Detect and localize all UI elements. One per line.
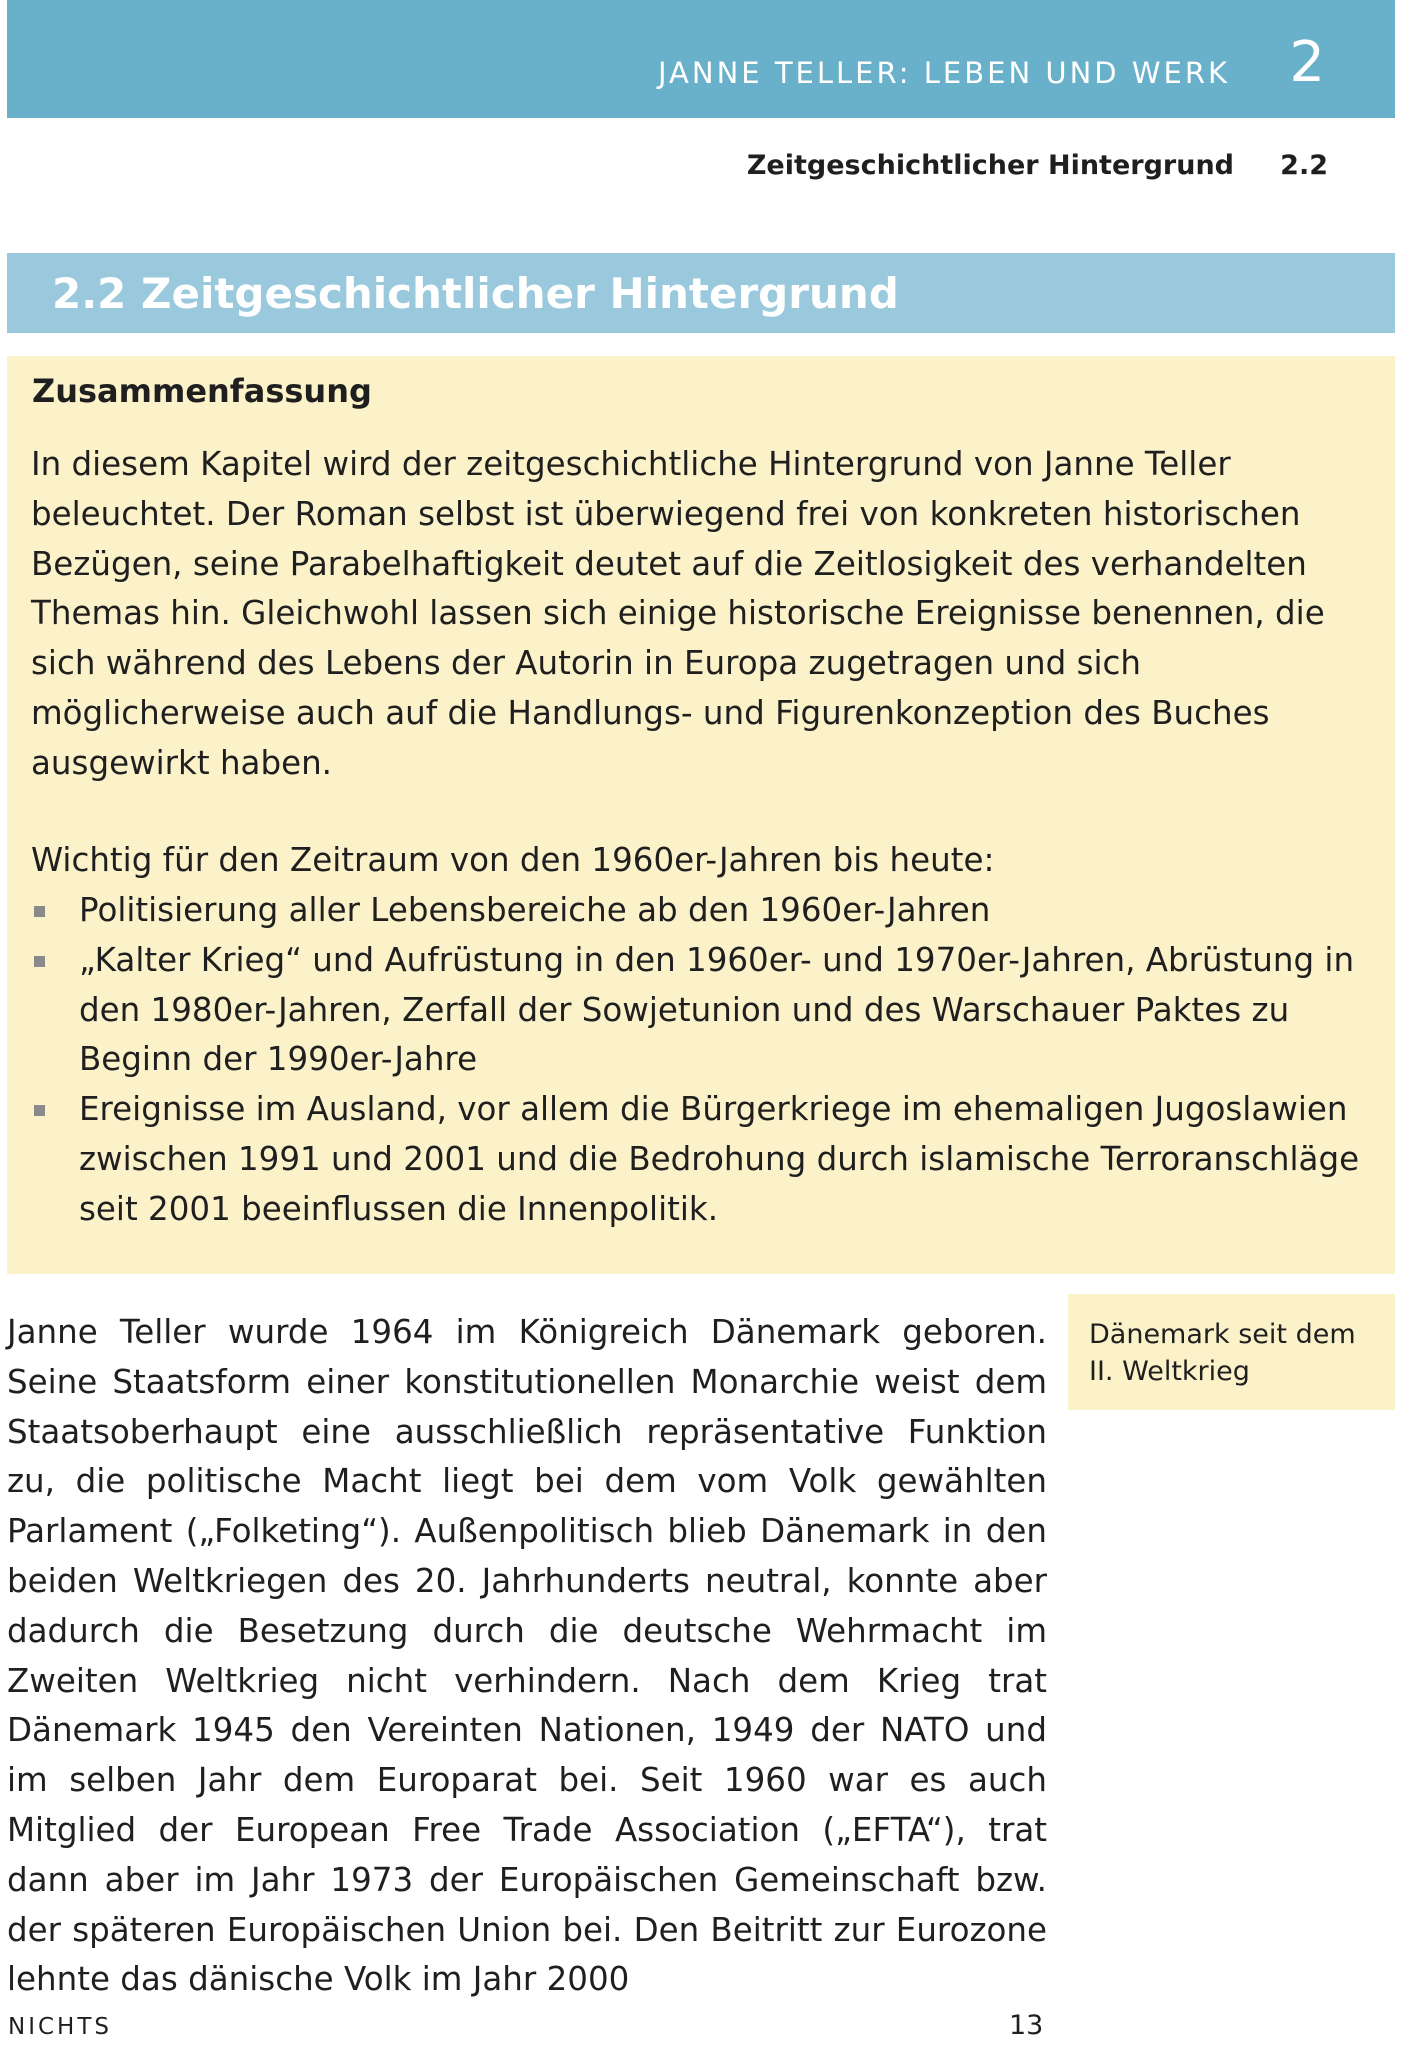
- list-item-text: „Kalter Krieg“ und Aufrüstung in den 1960er- und 1970er-Jahren, Abrüstung in den 1980er-Jahren, Zerfall der Sowjetunion und des Warschauer Paktes zu Beginn der 1990er-Jahre: [79, 940, 1355, 1079]
- list-item: [31, 886, 1371, 936]
- section-heading-band: [7, 253, 1395, 333]
- running-title: Zeitgeschichtlicher Hintergrund: [746, 150, 1234, 181]
- bullet-list: [31, 886, 1371, 1235]
- list-item-text: Politisierung aller Lebensbereiche ab den 1960er-Jahren: [79, 891, 991, 929]
- summary-box: [7, 356, 1395, 1274]
- summary-heading: Zusammenfassung: [32, 372, 372, 410]
- chapter-title: JANNE TELLER: LEBEN UND WERK: [658, 56, 1230, 90]
- list-item-text: Ereignisse im Ausland, vor allem die Bürgerkriege im ehemaligen Jugoslawien zwischen 1991 und 2001 und die Bedrohung durch islamische Terroranschläge seit 2001 beeinflussen die Innenpolitik.: [79, 1090, 1360, 1228]
- square-bullet-icon: [34, 1105, 45, 1116]
- margin-note: [1068, 1294, 1395, 1410]
- running-section-number: 2.2: [1280, 150, 1328, 181]
- page-number: 13: [1009, 2010, 1044, 2041]
- chapter-header-band: [7, 0, 1395, 118]
- section-number: 2.2: [52, 269, 127, 318]
- square-bullet-icon: [34, 906, 45, 917]
- body-paragraph: Janne Teller wurde 1964 im Königreich Dänemark geboren. Seine Staatsform einer konstitutionellen Monarchie weist dem Staatsoberhaupt eine ausschließlich repräsentative Funktion zu, die politische Macht liegt bei dem vom Volk gewählten Parlament („Folketing“). Außenpolitisch blieb Dänemark in den beiden Weltkriegen des 20. Jahrhunderts neutral, konnte aber dadurch die Besetzung durch die deutsche Wehrmacht im Zweiten Weltkrieg nicht verhindern. Nach dem Krieg trat Dänemark 1945 den Vereinten Nationen, 1949 der NATO und im selben Jahr dem Europarat bei. Seit 1960 war es auch Mitglied der European Free Trade Association („EFTA“), trat dann aber im Jahr 1973 der Europäischen Gemeinschaft bzw. der späteren Europäischen Union bei. Den Beitritt zur Eurozone lehnte das dänische Volk im Jahr 2000: [7, 1313, 1047, 1999]
- summary-text: In diesem Kapitel wird der zeitgeschichtliche Hintergrund von Janne Teller beleuchtet. Der Roman selbst ist überwiegend frei von konkreten historischen Bezügen, seine Parabelhaftigkeit deutet auf die Zeitlosigkeit des verhandelten Themas hin. Gleichwohl lassen sich einige historische Ereignisse benennen, die sich während des Lebens der Autorin in Europa zugetragen und sich möglicherweise auch auf die Handlungs- und Figurenkonzeption des Buches ausgewirkt haben.: [31, 445, 1325, 782]
- section-title: Zeitgeschichtlicher Hintergrund: [141, 269, 899, 318]
- chapter-number: 2: [1289, 30, 1325, 95]
- square-bullet-icon: [34, 956, 45, 967]
- footer-book-title: NICHTS: [8, 2014, 112, 2040]
- list-item: [31, 1085, 1371, 1234]
- list-item: [31, 936, 1371, 1085]
- margin-note-text: Dänemark seit dem II. Weltkrieg: [1089, 1319, 1356, 1387]
- list-intro: Wichtig für den Zeitraum von den 1960er-Jahren bis heute:: [31, 841, 995, 879]
